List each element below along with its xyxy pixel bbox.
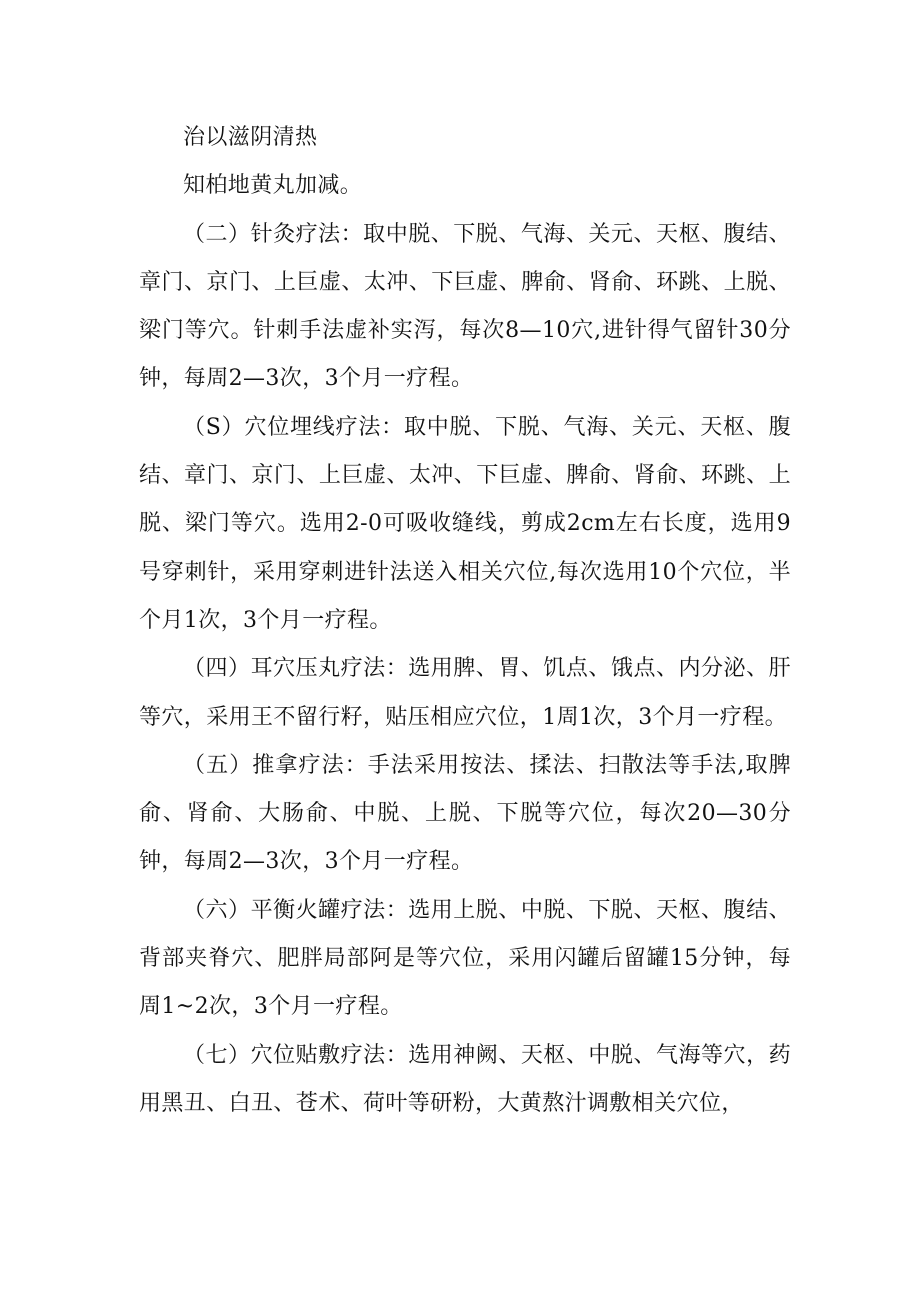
paragraph-acupuncture: （二）针灸疗法：取中脱、下脱、气海、关元、天枢、腹结、章门、京门、上巨虚、太冲、下巨虚、脾俞、肾俞、环跳、上脱、梁门等穴。针刺手法虚补实泻，每次8—10穴,进针得气留针30分钟，每周2—3次，3个月一疗程。 [139,221,791,392]
paragraph-treatment-principle: 治以滋阴清热 [183,125,318,150]
paragraph-prescription: 知柏地黄丸加减。 [183,173,363,199]
paragraph-cupping: （六）平衡火罐疗法：选用上脱、中脱、下脱、天枢、腹结、背部夹脊穴、肥胖局部阿是等穴位，采用闪罐后留罐15分钟，每周1~2次，3个月一疗程。 [139,897,791,1020]
paragraph-massage: （五）推拿疗法：手法采用按法、揉法、扫散法等手法,取脾俞、肾俞、大肠俞、中脱、上脱、下脱等穴位，每次20—30分钟，每周2—3次，3个月一疗程。 [139,752,791,875]
paragraph-auricular-pressure: （四）耳穴压丸疗法：选用脾、胃、饥点、饿点、内分泌、肝等穴，采用王不留行籽，贴压相应穴位，1周1次，3个月一疗程。 [139,656,791,730]
document-body [139,114,791,1128]
paragraph-acupoint-application: （七）穴位贴敷疗法：选用神阙、天枢、中脱、气海等穴，药用黑丑、白丑、苍术、荷叶等研粉，大黄熬汁调敷相关穴位， [139,1042,791,1116]
paragraph-catgut-embedding: （S）穴位埋线疗法：取中脱、下脱、气海、关元、天枢、腹结、章门、京门、上巨虚、太冲、下巨虚、脾俞、肾俞、环跳、上脱、梁门等穴。选用2-0可吸收缝线，剪成2cm左右长度，选用9号穿刺针，采用穿刺进针法送入相关穴位,每次选用10个穴位，半个月1次，3个月一疗程。 [139,414,791,633]
